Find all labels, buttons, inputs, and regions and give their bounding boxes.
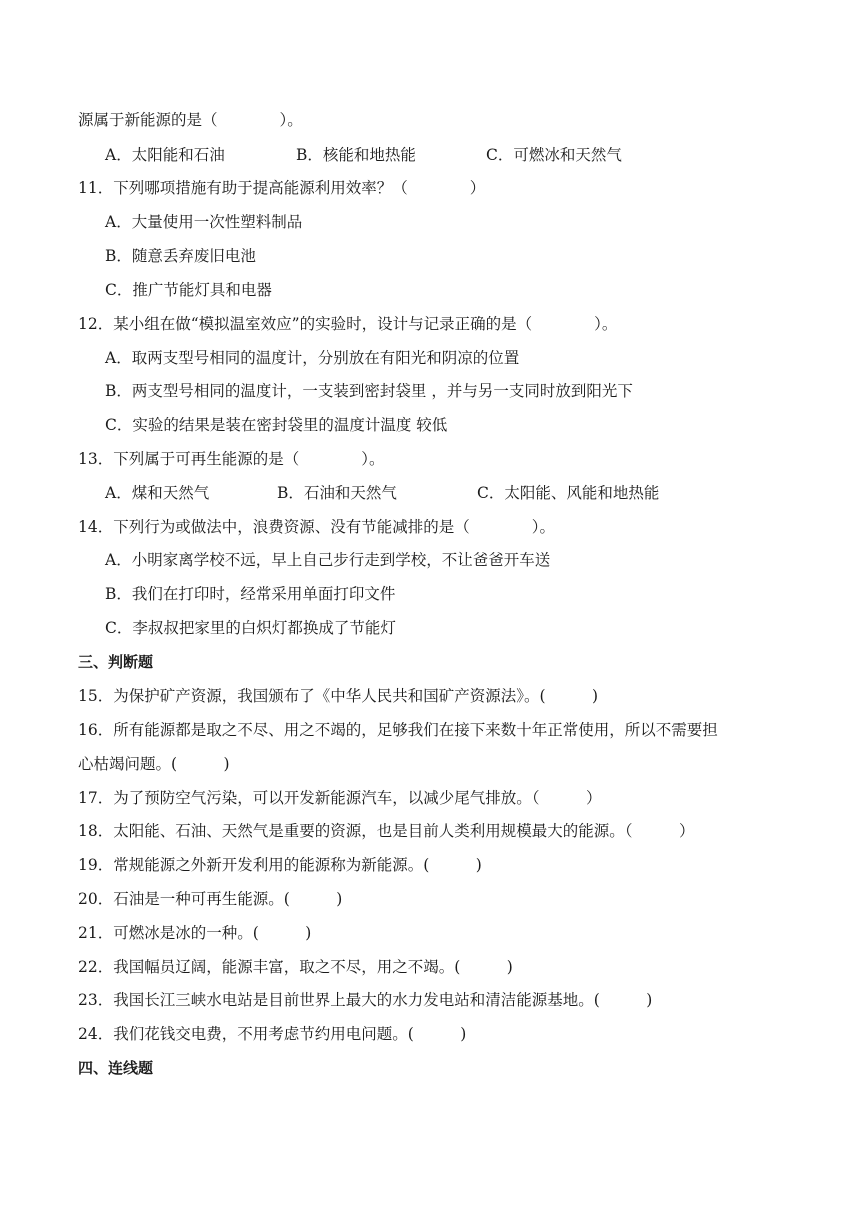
q13-option-c: C．太阳能、风能和地热能 [477,484,660,502]
judge-q18: 18．太阳能、石油、天然气是重要的资源，也是目前人类利用规模最大的能源。（ ） [78,822,695,840]
judge-q23: 23．我国长江三峡水电站是目前世界上最大的水力发电站和清洁能源基地。( ) [78,991,653,1009]
q11-option-a: A．大量使用一次性塑料制品 [105,213,303,231]
q13-options [105,481,800,505]
q14-option-a: A．小明家离学校不远，早上自己步行走到学校，不让爸爸开车送 [105,551,551,569]
q12-option-a: A．取两支型号相同的温度计，分别放在有阳光和阴凉的位置 [105,349,520,367]
q14-stem: 14．下列行为或做法中，浪费资源、没有节能减排的是（ ）。 [78,518,555,536]
q11-option-c: C．推广节能灯具和电器 [105,281,272,299]
section-heading-judgment: 三、判断题 [78,653,154,671]
q13-option-a: A．煤和天然气 [105,484,210,502]
judge-q16-line1: 16．所有能源都是取之不尽、用之不竭的，足够我们在接下来数十年正常使用，所以不需要担 [78,721,718,739]
q11-stem: 11．下列哪项措施有助于提高能源利用效率？（ ） [78,179,486,197]
q10-options [105,143,800,167]
judge-q21: 21．可燃冰是冰的一种。( ) [78,924,312,942]
judge-q24: 24．我们花钱交电费，不用考虑节约用电问题。( ) [78,1025,467,1043]
q10-option-c: C．可燃冰和天然气 [486,146,622,164]
q13-stem: 13．下列属于可再生能源的是（ ）。 [78,450,385,468]
judge-q16-line2: 心枯竭问题。( ) [78,755,230,773]
judge-q19: 19．常规能源之外新开发利用的能源称为新能源。( ) [78,856,482,874]
judge-q17: 17．为了预防空气污染，可以开发新能源汽车，以减少尾气排放。（ ） [78,789,602,807]
q12-option-c: C．实验的结果是装在密封袋里的温度计温度 较低 [105,416,448,434]
section-heading-matching: 四、连线题 [78,1059,154,1077]
judge-q22: 22．我国幅员辽阔，能源丰富，取之不尽，用之不竭。( ) [78,958,513,976]
judge-q20: 20．石油是一种可再生能源。( ) [78,890,343,908]
judge-q15: 15．为保护矿产资源，我国颁布了《中华人民共和国矿产资源法》。( ) [78,687,599,705]
q11-option-b: B．随意丢弃废旧电池 [105,247,256,265]
q12-stem: 12．某小组在做“模拟温室效应”的实验时，设计与记录正确的是（ ）。 [78,315,618,333]
q10-option-b: B．核能和地热能 [296,146,416,164]
q14-option-c: C．李叔叔把家里的白炽灯都换成了节能灯 [105,619,396,637]
q14-option-b: B．我们在打印时，经常采用单面打印文件 [105,585,396,603]
q10-tail: 源属于新能源的是（ ）。 [78,111,303,129]
q13-option-b: B．石油和天然气 [277,484,397,502]
q12-option-b: B．两支型号相同的温度计，一支装到密封袋里 ，并与另一支同时放到阳光下 [105,382,633,400]
q10-option-a: A．太阳能和石油 [105,146,225,164]
